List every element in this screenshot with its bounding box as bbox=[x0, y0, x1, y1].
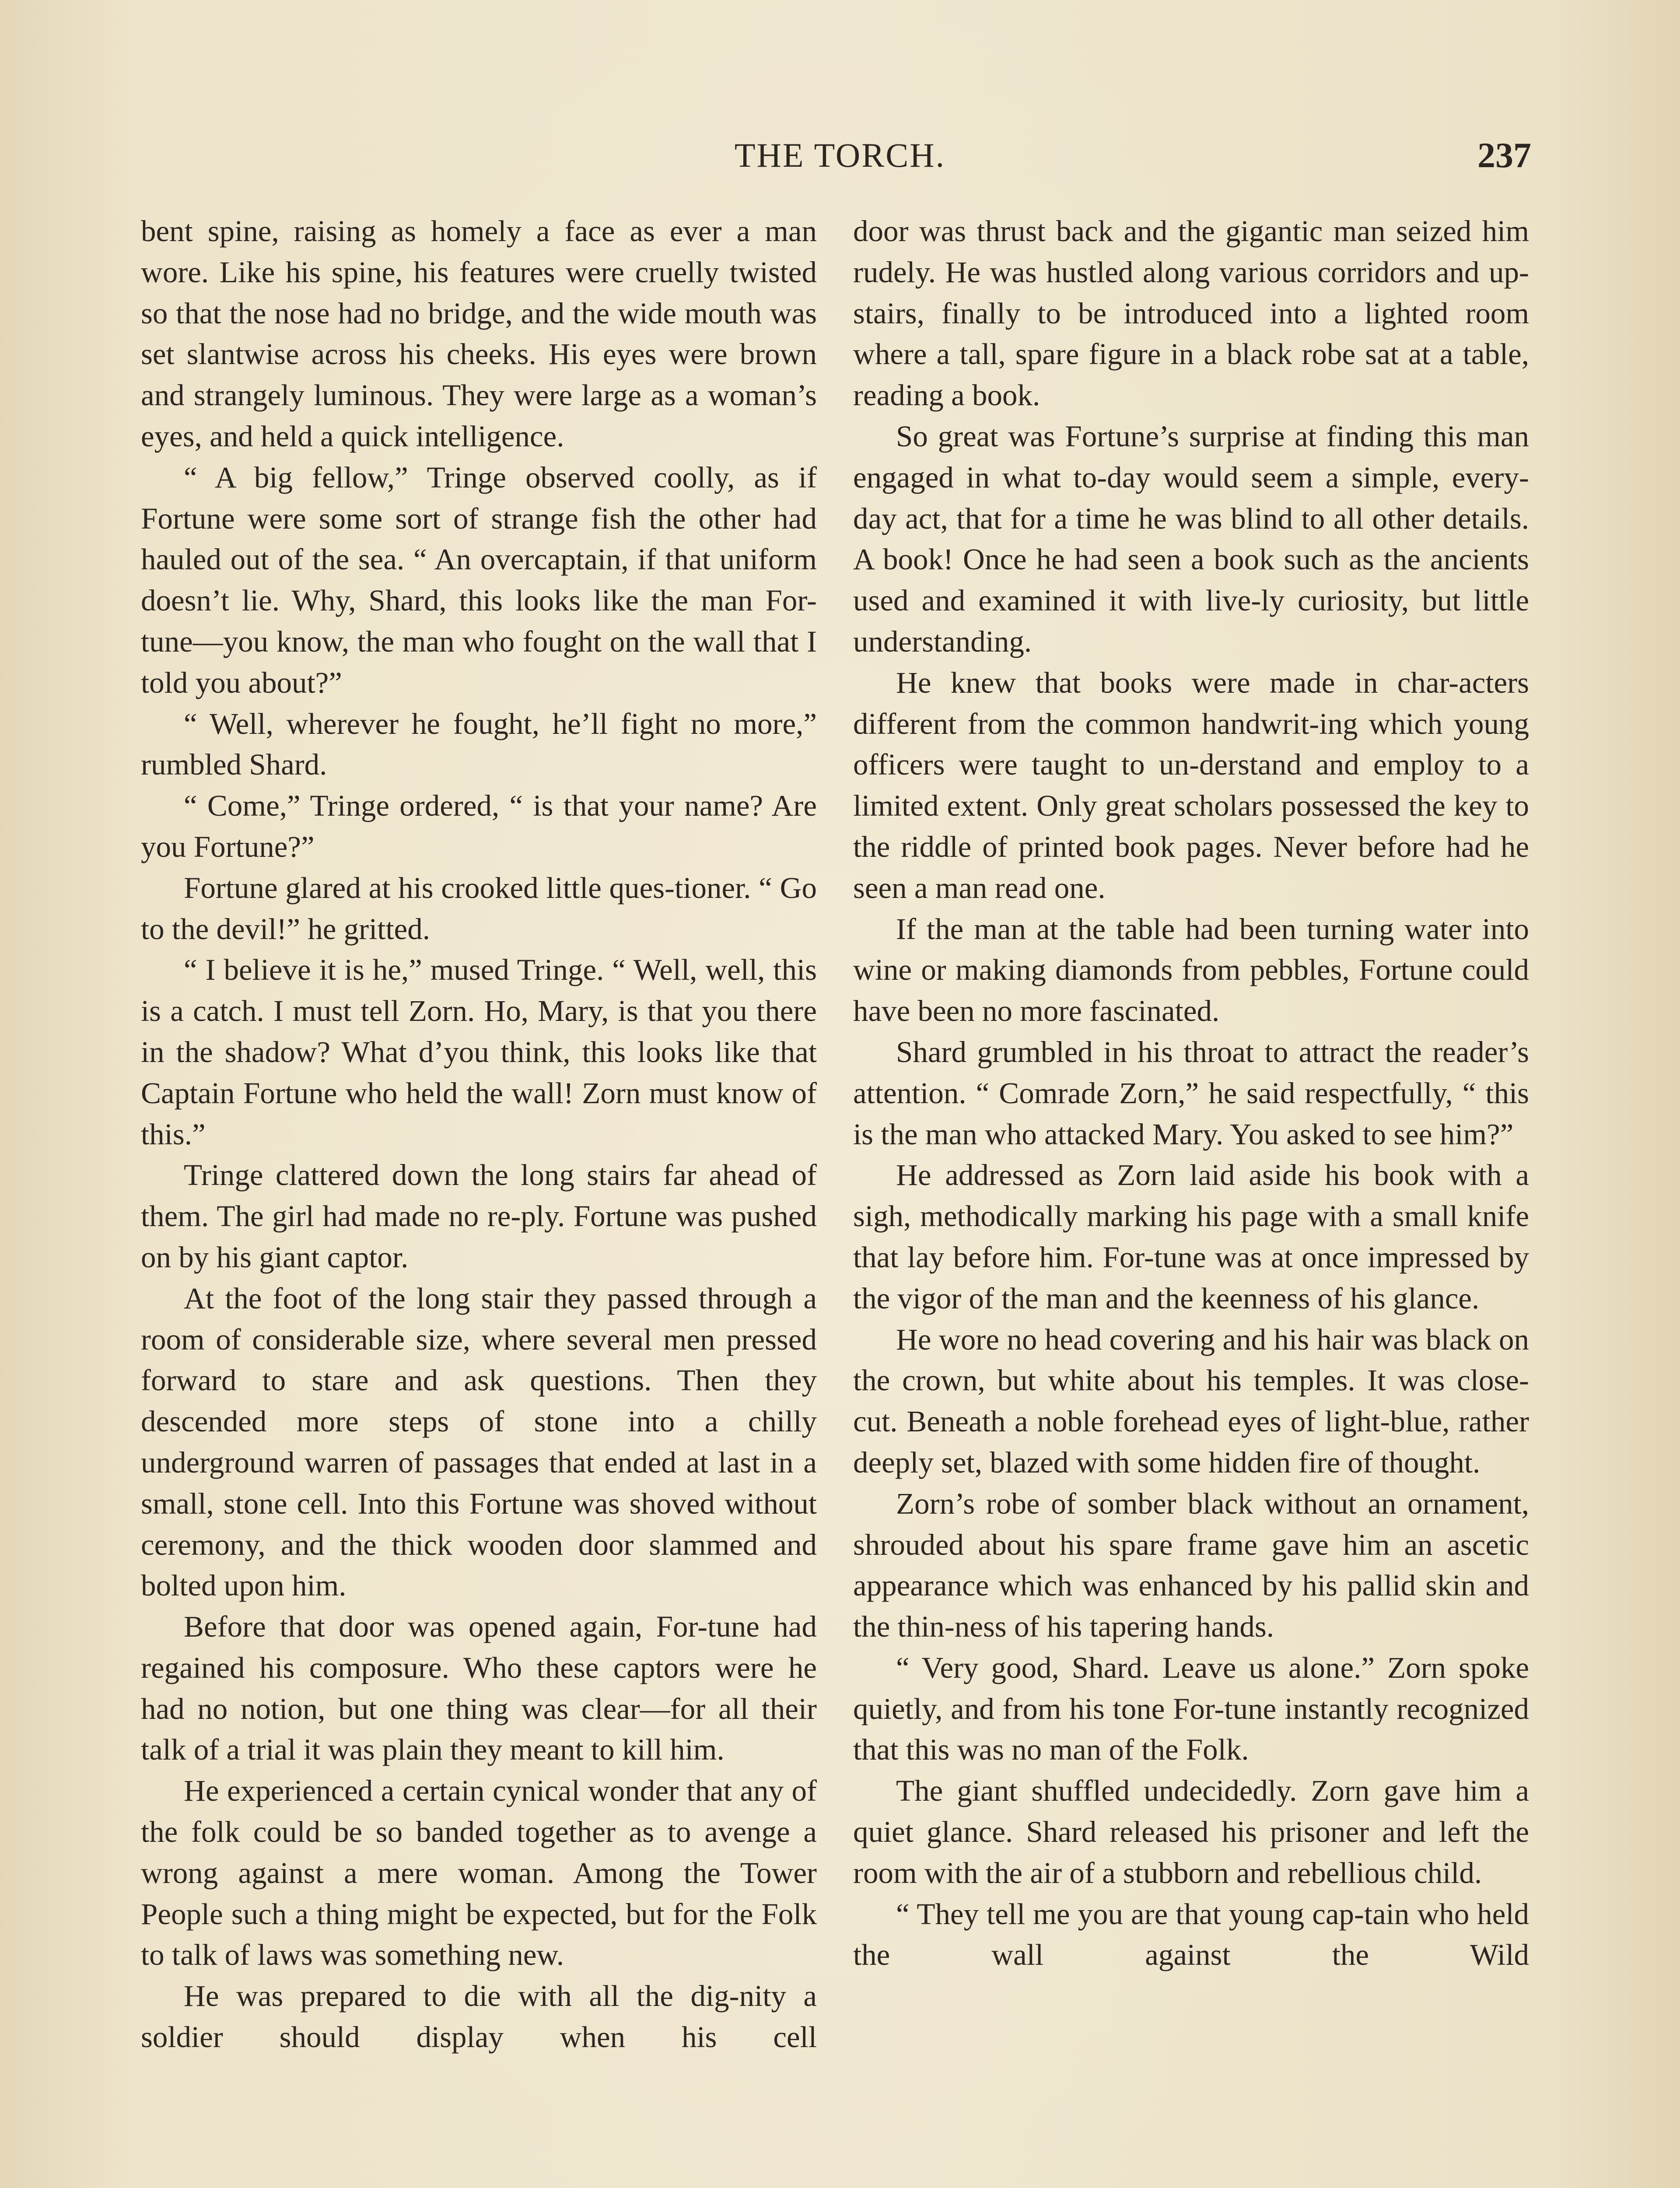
paragraph: He addressed as Zorn laid aside his book with a sigh, methodically marking his page with a small knife that lay before him. For-tune was at once impressed by the vigor of the man and the keenness of his glance. bbox=[853, 1158, 1529, 1315]
paragraph: “ Come,” Tringe ordered, “ is that your name? Are you Fortune?” bbox=[141, 789, 817, 863]
paragraph: He wore no head covering and his hair was black on the crown, but white about his temples. It was close-cut. Beneath a noble forehead eyes of light-blue, rather deeply set, blazed with some hidden fire of thought. bbox=[853, 1322, 1529, 1479]
paragraph: He was prepared to die with all the dig-nity a soldier should display when his cell bbox=[141, 1979, 817, 2054]
paragraph: Fortune glared at his crooked little ques-tioner. “ Go to the devil!” he gritted. bbox=[141, 871, 817, 946]
paragraph: Zorn’s robe of somber black without an ornament, shrouded about his spare frame gave him an ascetic appearance which was enhanced by his pallid skin and the thin-ness of his tapering hands. bbox=[853, 1487, 1529, 1644]
paragraph: Shard grumbled in his throat to attract the reader’s attention. “ Comrade Zorn,” he said respectfully, “ this is the man who attacked Mary. You asked to see him?” bbox=[853, 1035, 1529, 1151]
paragraph: So great was Fortune’s surprise at finding this man engaged in what to-day would seem a simple, every-day act, that for a time he was blind to all other details. A book! Once he had seen a book such as the ancients used and examined it with live-ly curiosity, but little understanding. bbox=[853, 419, 1529, 658]
paragraph: bent spine, raising as homely a face as ever a man wore. Like his spine, his features were cruelly twisted so that the nose had no bridge, and the wide mouth was set slantwise across his cheeks. His eyes were brown and strangely luminous. They were large as a woman’s eyes, and held a quick intelligence. bbox=[141, 214, 817, 453]
paragraph: Before that door was opened again, For-tune had regained his composure. Who these captors were he had no notion, but one thing was clear—for all their talk of a trial it was plain they meant to kill him. bbox=[141, 1610, 817, 1767]
paragraph: “ Well, wherever he fought, he’ll fight no more,” rumbled Shard. bbox=[141, 707, 817, 782]
paragraph: The giant shuffled undecidedly. Zorn gave him a quiet glance. Shard released his prisoner and left the room with the air of a stubborn and rebellious child. bbox=[853, 1774, 1529, 1890]
paragraph: “ A big fellow,” Tringe observed coolly, as if Fortune were some sort of strange fish the other had hauled out of the sea. “ An overcaptain, if that uniform doesn’t lie. Why, Shard, this looks like the man For-tune—you know, the man who fought on the wall that I told you about?” bbox=[141, 460, 817, 699]
paragraph: He knew that books were made in char-acters different from the common handwrit-ing which young officers were taught to un-derstand and employ to a limited extent. Only great scholars possessed the key to the riddle of printed book pages. Never before had he seen a man read one. bbox=[853, 666, 1529, 905]
paragraph: He experienced a certain cynical wonder that any of the folk could be so banded together as to avenge a wrong against a mere woman. Among the Tower People such a thing might be expected, but for the Folk to talk of laws was something new. bbox=[141, 1774, 817, 1972]
left-text-column bbox=[141, 211, 817, 2058]
running-title: THE TORCH. bbox=[734, 136, 946, 174]
page-number: 237 bbox=[1477, 135, 1531, 175]
page-header bbox=[140, 131, 1540, 179]
paragraph: “ They tell me you are that young cap-tain who held the wall against the Wild bbox=[853, 1897, 1529, 1972]
paragraph: door was thrust back and the gigantic man seized him rudely. He was hustled along various corridors and up-stairs, finally to be introduced into a lighted room where a tall, spare figure in a black robe sat at a table, reading a book. bbox=[853, 214, 1529, 412]
paragraph: “ I believe it is he,” mused Tringe. “ Well, well, this is a catch. I must tell Zorn. Ho, Mary, is that you there in the shadow? What d’you think, this looks like that Captain Fortune who held the wall! Zorn must know of this.” bbox=[141, 953, 817, 1151]
paragraph: “ Very good, Shard. Leave us alone.” Zorn spoke quietly, and from his tone For-tune instantly recognized that this was no man of the Folk. bbox=[853, 1651, 1529, 1767]
paragraph: If the man at the table had been turning water into wine or making diamonds from pebbles, Fortune could have been no more fascinated. bbox=[853, 912, 1529, 1028]
paragraph: At the foot of the long stair they passed through a room of considerable size, where several men pressed forward to stare and ask questions. Then they descended more steps of stone into a chilly underground warren of passages that ended at last in a small, stone cell. Into this Fortune was shoved without ceremony, and the thick wooden door slammed and bolted upon him. bbox=[141, 1281, 817, 1602]
paragraph: Tringe clattered down the long stairs far ahead of them. The girl had made no re-ply. Fortune was pushed on by his giant captor. bbox=[141, 1158, 817, 1274]
right-text-column bbox=[853, 211, 1529, 1976]
